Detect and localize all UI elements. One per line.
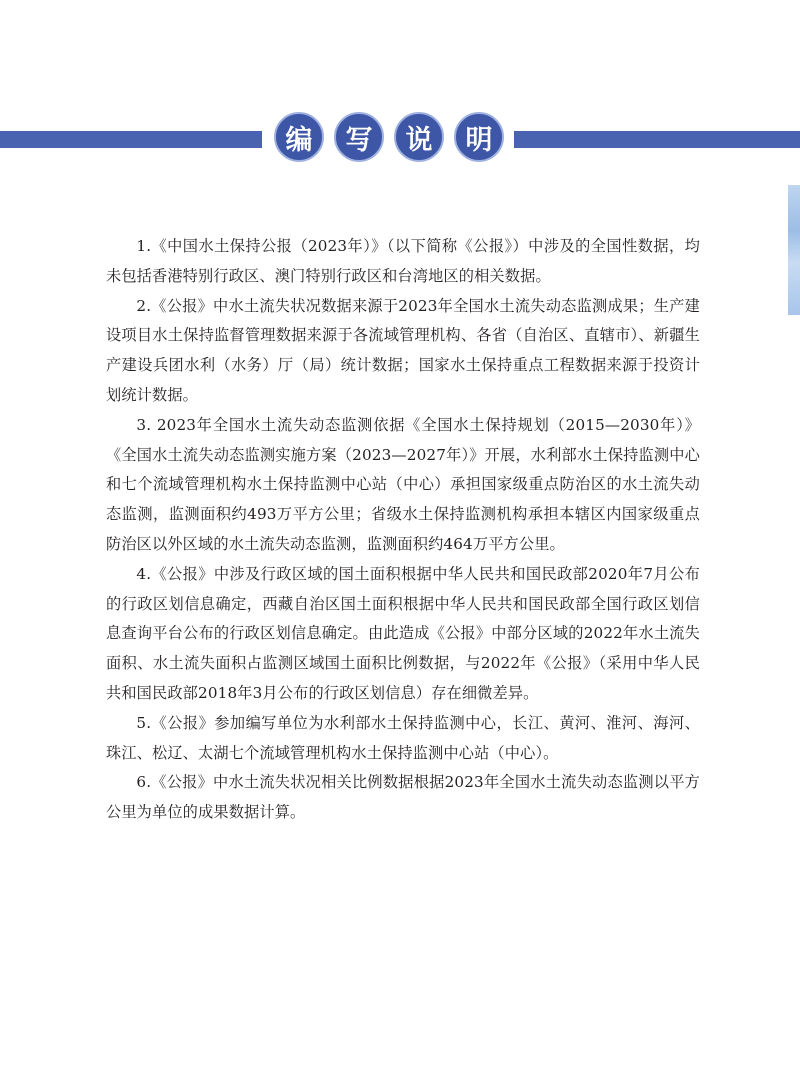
edge-thumb-tab bbox=[788, 185, 800, 315]
title-char-1: 编 bbox=[274, 112, 324, 162]
header-bar-left bbox=[0, 131, 262, 148]
title-char-3: 说 bbox=[394, 112, 444, 162]
note-paragraph-1: 1.《中国水土保持公报（2023年）》（以下简称《公报》）中涉及的全国性数据，均未包括香港特别行政区、澳门特别行政区和台湾地区的相关数据。 bbox=[106, 237, 700, 285]
note-paragraph-3: 3. 2023年全国水土流失动态监测依据《全国水土保持规划（2015—2030年）》《全国水土流失动态监测实施方案（2023—2027年）》开展，水利部水土保持监测中心和七个流域管理机构水土保持监测中心站（中心）承担国家级重点防治区的水土流失动态监测，监测面积约493万平方公里；省级水土保持监测机构承担本辖区内国家级重点防治区以外区域的水土流失动态监测，监测面积约464万平方公里。 bbox=[106, 415, 700, 553]
note-paragraph-6: 6.《公报》中水土流失状况相关比例数据根据2023年全国水土流失动态监测以平方公里为单位的成果数据计算。 bbox=[106, 773, 700, 822]
note-paragraph-5: 5.《公报》参加编写单位为水利部水土保持监测中心，长江、黄河、淮河、海河、珠江、松辽、太湖七个流域管理机构水土保持监测中心站（中心）。 bbox=[106, 713, 700, 762]
note-paragraph-4: 4.《公报》中涉及行政区域的国土面积根据中华人民共和国民政部2020年7月公布的行政区划信息确定，西藏自治区国土面积根据中华人民共和国民政部全国行政区划信息查询平台公布的行政区划信息确定。由此造成《公报》中部分区域的2022年水土流失面积、水土流失面积占监测区域国土面积比例数据，与2022年《公报》（采用中华人民共和国民政部2018年3月公布的行政区划信息）存在细微差异。 bbox=[106, 564, 700, 702]
page-title bbox=[274, 112, 504, 166]
title-char-2: 写 bbox=[334, 112, 384, 162]
header-bar-right bbox=[514, 131, 800, 148]
title-char-4: 明 bbox=[454, 112, 504, 162]
notes-body bbox=[106, 232, 700, 828]
note-paragraph-2: 2.《公报》中水土流失状况数据来源于2023年全国水土流失动态监测成果；生产建设项目水土保持监督管理数据来源于各流域管理机构、各省（自治区、直辖市）、新疆生产建设兵团水利（水务）厅（局）统计数据；国家水土保持重点工程数据来源于投资计划统计数据。 bbox=[106, 296, 700, 404]
